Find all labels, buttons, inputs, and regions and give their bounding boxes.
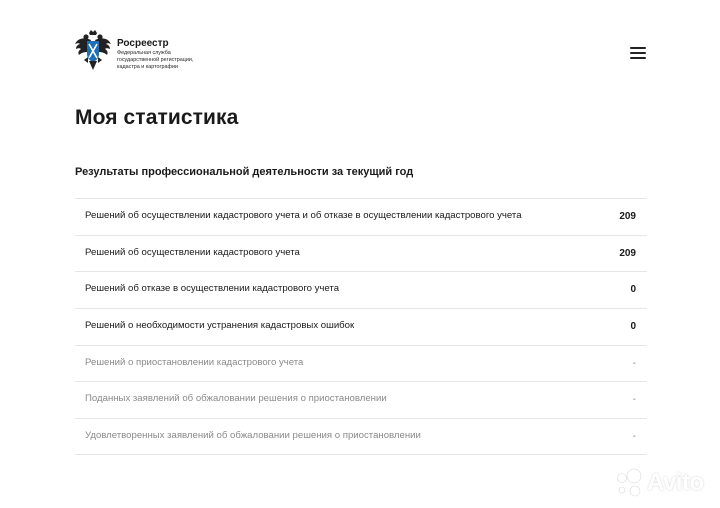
stat-value: 209: [619, 211, 636, 222]
double-headed-eagle-icon: [74, 30, 112, 72]
stat-label: Решений о приостановлении кадастрового учета: [85, 356, 304, 368]
stat-row: [75, 308, 647, 345]
logo-subtitle-line-1: Федеральная служба: [117, 50, 171, 56]
stat-row: [75, 381, 647, 418]
header: [74, 30, 649, 76]
stat-label: Решений об осуществлении кадастрового учета и об отказе в осуществлении кадастрового учета: [85, 210, 522, 221]
avito-logo-icon: [612, 467, 644, 499]
avito-watermark: [612, 467, 704, 499]
menu-bar: [630, 52, 646, 54]
stat-value: 0: [630, 321, 636, 333]
stat-label: Решений об осуществлении кадастрового учета: [85, 246, 300, 258]
page-title: Моя статистика: [75, 106, 239, 129]
stat-label: Решений о необходимости устранения кадастровых ошибок: [85, 320, 355, 332]
stat-row: [75, 345, 647, 382]
logo-text: [117, 38, 193, 70]
stat-label: Удовлетворенных заявлений об обжаловании решения о приостановлении: [85, 430, 421, 442]
logo-title: Росреестр: [117, 38, 169, 49]
stats-table: [75, 198, 647, 455]
stat-value: -: [632, 357, 636, 369]
stat-value: 209: [619, 247, 636, 259]
logo-subtitle-line-3: кадастра и картографии: [117, 64, 178, 70]
hamburger-menu-icon[interactable]: [630, 46, 646, 60]
rosreestr-logo[interactable]: [74, 30, 193, 72]
stat-row: [75, 418, 647, 455]
stat-row: [75, 271, 647, 308]
logo-subtitle-line-2: государственной регистрации,: [117, 57, 194, 63]
menu-bar: [630, 57, 646, 59]
stat-row: [75, 198, 647, 235]
menu-bar: [630, 47, 646, 49]
stat-row: [75, 235, 647, 272]
stat-value: 0: [630, 284, 636, 296]
stat-label: Поданных заявлений об обжаловании решения о приостановлении: [85, 393, 387, 405]
stat-label: Решений об отказе в осуществлении кадастрового учета: [85, 283, 340, 295]
section-title: Результаты профессиональной деятельности за текущий год: [75, 166, 414, 178]
stat-value: -: [632, 431, 636, 443]
stat-value: -: [632, 394, 636, 406]
watermark-text: Avito: [647, 469, 704, 496]
